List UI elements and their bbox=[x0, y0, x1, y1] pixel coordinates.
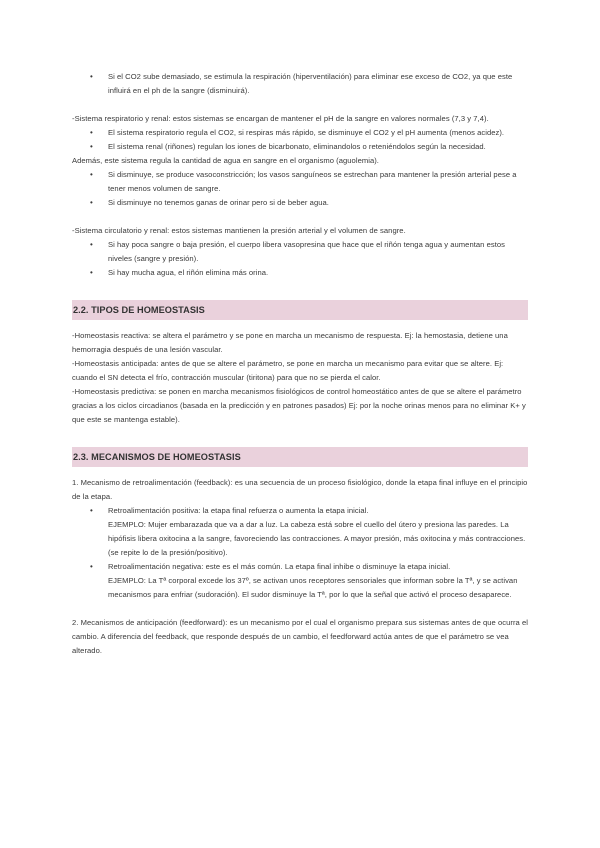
list-item: • El sistema renal (riñones) regulan los iones de bicarbonato, eliminandolos o reteniéndolos según la necesidad. bbox=[72, 140, 528, 154]
tipos-paragraph: -Homeostasis anticipada: antes de que se altere el parámetro, se pone en marcha un mecanismo para evitar que se altere. Ej: cuando el SN detecta el frío, contracción muscular (tiritona) para que no se pierda el calor. bbox=[72, 359, 504, 382]
tipos-paragraph: -Homeostasis predictiva: se ponen en marcha mecanismos fisiológicos de control homeostático antes de que se altere el parámetro gracias a los ciclos circadianos (basada en la predicción y en patrones pasados) Ej: por la noche orinas menos para no eliminar K+ y que este se mantenga estable). bbox=[72, 387, 526, 424]
circulatory-renal-list bbox=[72, 238, 528, 280]
list-item bbox=[72, 560, 528, 602]
aguolemia-paragraph: Además, este sistema regula la cantidad de agua en sangre en el organismo (aguolemia). bbox=[72, 156, 379, 165]
circulatory-renal-paragraph: -Sistema circulatorio y renal: estos sistemas mantienen la presión arterial y el volumen de sangre. bbox=[72, 226, 406, 235]
aguolemia-list bbox=[72, 168, 528, 210]
list-item: • El sistema respiratorio regula el CO2, si respiras más rápido, se disminuye el CO2 y el pH aumenta (menos acidez). bbox=[72, 126, 528, 140]
list-item bbox=[72, 504, 528, 560]
positive-feedback-example: EJEMPLO: Mujer embarazada que va a dar a luz. La cabeza está sobre el cuello del útero y presiona las paredes. La hipófisis libera oxitocina a la sangre, favoreciendo las contracciones. A mayor presión, más oxitocina y más contracciones. (se repite lo de la presión/positivo). bbox=[108, 520, 526, 557]
section-heading-tipos: 2.2. TIPOS DE HOMEOSTASIS bbox=[72, 300, 528, 320]
negative-feedback-title: • Retroalimentación negativa: este es el más común. La etapa final inhibe o disminuye la etapa inicial. bbox=[108, 562, 451, 571]
respiratory-renal-list bbox=[72, 126, 528, 154]
list-item: • Si disminuye no tenemos ganas de orinar pero si de beber agua. bbox=[72, 196, 528, 210]
respiratory-renal-paragraph: -Sistema respiratorio y renal: estos sistemas se encargan de mantener el pH de la sangre en valores normales (7,3 y 7,4). bbox=[72, 114, 489, 123]
feedback-list bbox=[72, 504, 528, 602]
list-item: • Si disminuye, se produce vasoconstricción; los vasos sanguíneos se estrechan para mantener la presión arterial pese a tener menos volumen de sangre. bbox=[72, 168, 528, 196]
feedforward-paragraph: 2. Mecanismos de anticipación (feedforward): es un mecanismo por el cual el organismo prepara sus sistemas antes de que ocurra el cambio. A diferencia del feedback, que responde después de un cambio, el feedforward actúa antes de que el parámetro se vea alterado. bbox=[72, 618, 528, 655]
list-item: • Si el CO2 sube demasiado, se estimula la respiración (hiperventilación) para eliminar ese exceso de CO2, ya que este influirá en el ph de la sangre (disminuirá). bbox=[72, 70, 528, 98]
page-content bbox=[72, 70, 528, 658]
negative-feedback-example: EJEMPLO: La Tª corporal excede los 37º, se activan unos receptores sensoriales que informan sobre la Tª, y se activan mecanismos para enfriar (sudoración). El sudor disminuye la Tª, por lo que la señal que activó el proceso desaparece. bbox=[108, 576, 518, 599]
positive-feedback-title: • Retroalimentación positiva: la etapa final refuerza o aumenta la etapa inicial. bbox=[108, 506, 369, 515]
intro-bullet-list bbox=[72, 70, 528, 98]
list-item: • Si hay poca sangre o baja presión, el cuerpo libera vasopresina que hace que el riñón tenga agua y aumentan estos niveles (sangre y presión). bbox=[72, 238, 528, 266]
section-heading-mecanismos: 2.3. MECANISMOS DE HOMEOSTASIS bbox=[72, 447, 528, 467]
list-item: • Si hay mucha agua, el riñón elimina más orina. bbox=[72, 266, 528, 280]
feedback-paragraph: 1. Mecanismo de retroalimentación (feedback): es una secuencia de un proceso fisiológico, donde la etapa final influye en el principio de la etapa. bbox=[72, 478, 528, 501]
tipos-paragraph: -Homeostasis reactiva: se altera el parámetro y se pone en marcha un mecanismo de respuesta. Ej: la hemostasia, detiene una hemorragia después de una lesión vascular. bbox=[72, 331, 508, 354]
